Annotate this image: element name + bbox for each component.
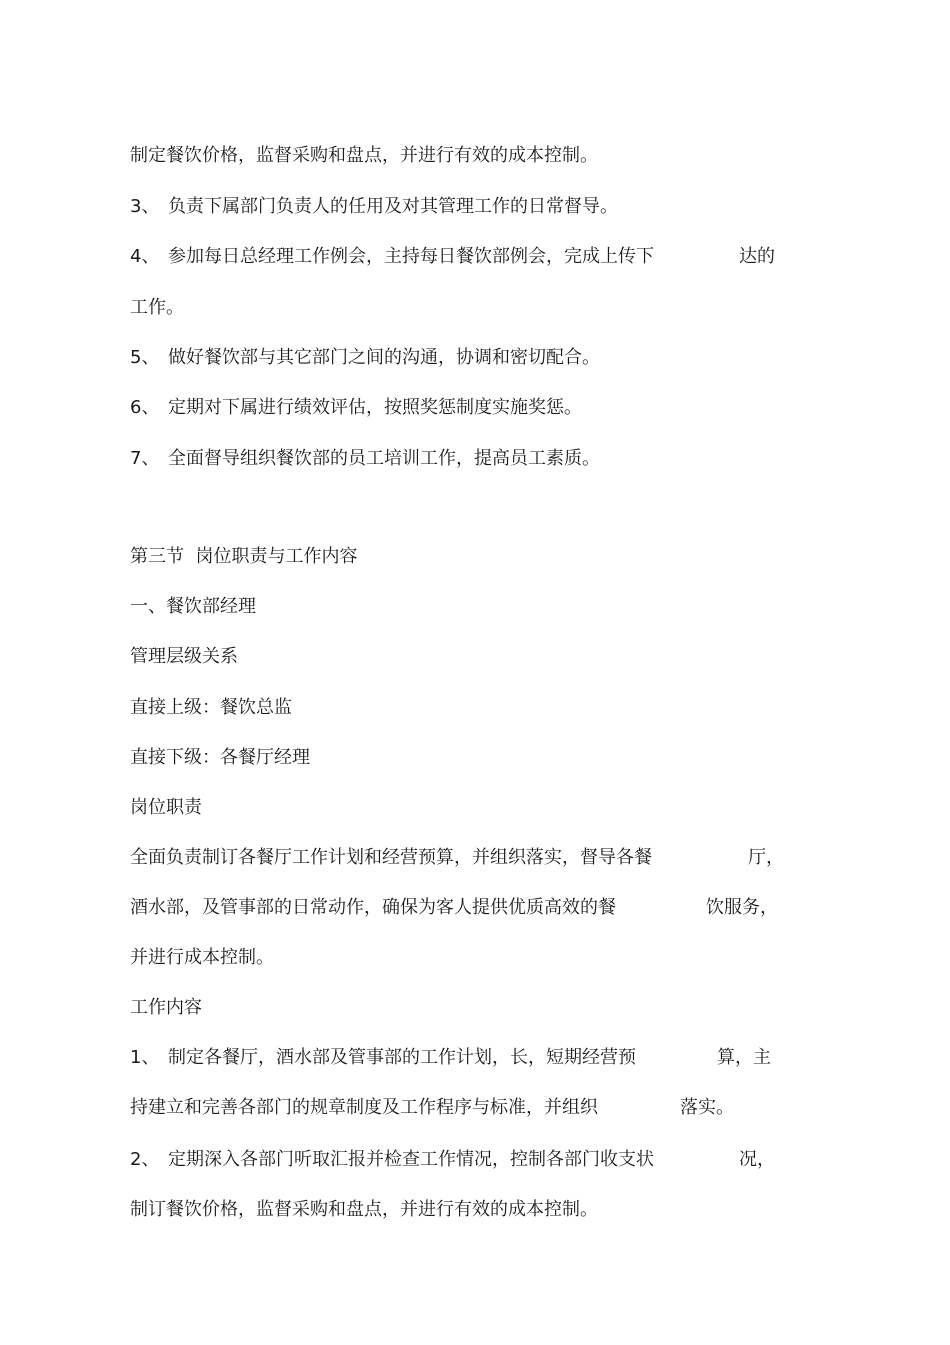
list-text-tail: 达的 bbox=[739, 246, 775, 267]
list-number: 6、 bbox=[130, 397, 160, 418]
list-text: 定期对下属进行绩效评估，按照奖惩制度实施奖惩。 bbox=[168, 397, 582, 418]
list-number: 7、 bbox=[130, 448, 160, 469]
list-text-tail: 况， bbox=[739, 1149, 775, 1170]
duty-line: 全面负责制订各餐厅工作计划和经营预算，并组织落实，督导各餐 bbox=[130, 847, 652, 868]
list-item-7 bbox=[130, 447, 600, 471]
list-number: 3、 bbox=[130, 196, 160, 217]
list-text-tail: 落实。 bbox=[680, 1097, 734, 1118]
role-title: 一、餐饮部经理 bbox=[130, 596, 256, 617]
list-item-4 bbox=[130, 245, 654, 269]
duty-line: 酒水部，及管事部的日常动作，确保为客人提供优质高效的餐 bbox=[130, 897, 616, 918]
list-number: 5、 bbox=[130, 347, 160, 368]
work-heading: 工作内容 bbox=[130, 997, 202, 1018]
list-text: 参加每日总经理工作例会，主持每日餐饮部例会，完成上传下 bbox=[168, 246, 654, 267]
duty-line-tail: 厅， bbox=[748, 847, 784, 868]
list-text: 负责下属部门负责人的任用及对其管理工作的日常督导。 bbox=[168, 196, 618, 217]
direct-superior: 直接上级：餐饮总监 bbox=[130, 697, 292, 718]
list-number: 2、 bbox=[130, 1149, 160, 1170]
paragraph-line: 制定餐饮价格，监督采购和盘点，并进行有效的成本控制。 bbox=[130, 145, 598, 166]
work-item-2-continued: 制订餐饮价格，监督采购和盘点，并进行有效的成本控制。 bbox=[130, 1199, 598, 1220]
list-text: 做好餐饮部与其它部门之间的沟通，协调和密切配合。 bbox=[168, 347, 600, 368]
direct-subordinate: 直接下级：各餐厅经理 bbox=[130, 747, 310, 768]
work-item-1 bbox=[130, 1046, 636, 1070]
list-text: 全面督导组织餐饮部的员工培训工作，提高员工素质。 bbox=[168, 448, 600, 469]
paragraph-line: 工作。 bbox=[130, 297, 184, 318]
list-number: 1、 bbox=[130, 1047, 160, 1068]
list-item-5 bbox=[130, 346, 600, 370]
duty-heading: 岗位职责 bbox=[130, 797, 202, 818]
work-item-1-continued: 持建立和完善各部门的规章制度及工作程序与标准，并组织 bbox=[130, 1097, 598, 1118]
duty-line-tail: 饮服务， bbox=[706, 897, 778, 918]
section-title: 第三节 岗位职责与工作内容 bbox=[130, 546, 358, 567]
list-item-3 bbox=[130, 195, 618, 219]
duty-line: 并进行成本控制。 bbox=[130, 947, 274, 968]
list-number: 4、 bbox=[130, 246, 160, 267]
hierarchy-heading: 管理层级关系 bbox=[130, 646, 238, 667]
list-item-6 bbox=[130, 396, 582, 420]
list-text: 制定各餐厅，酒水部及管事部的工作计划，长，短期经营预 bbox=[168, 1047, 636, 1068]
list-text: 定期深入各部门听取汇报并检查工作情况，控制各部门收支状 bbox=[168, 1149, 654, 1170]
list-text-tail: 算，主 bbox=[717, 1047, 771, 1068]
work-item-2 bbox=[130, 1148, 654, 1172]
